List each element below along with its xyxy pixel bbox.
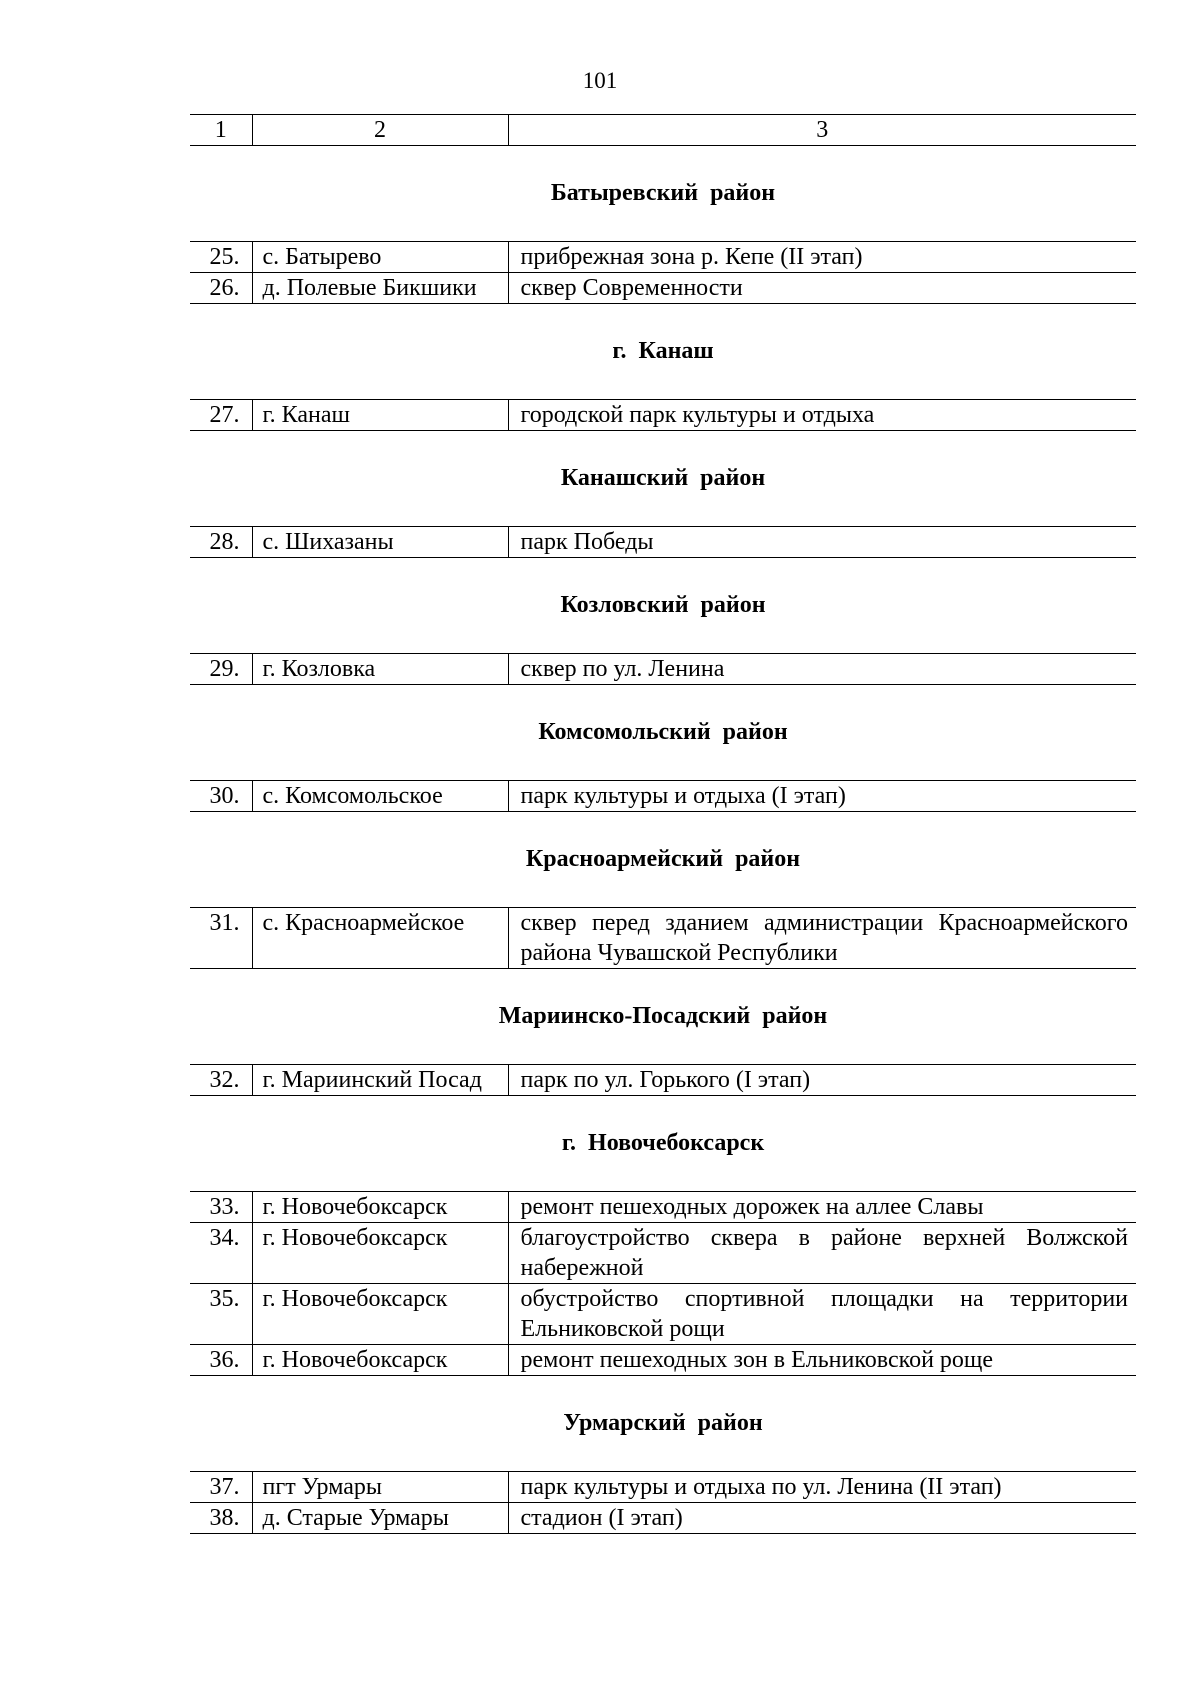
section-heading (190, 1096, 1136, 1191)
table-row (190, 273, 1136, 304)
column-header-table (190, 114, 1136, 146)
section-heading (190, 1376, 1136, 1471)
table-row (190, 654, 1136, 685)
table-row (190, 1472, 1136, 1503)
section-table (190, 907, 1136, 969)
row-number: 25. (190, 242, 252, 273)
row-number: 27. (190, 400, 252, 431)
row-object: парк культуры и отдыха (I этап) (508, 781, 1136, 812)
section-heading (190, 812, 1136, 907)
row-locality: г. Новочебоксарск (252, 1345, 508, 1376)
section-table (190, 1471, 1136, 1534)
section-title: Красноармейский район (525, 846, 801, 872)
row-object: сквер Современности (508, 273, 1136, 304)
row-object: парк культуры и отдыха по ул. Ленина (II этап) (508, 1472, 1136, 1503)
table-row (190, 1345, 1136, 1376)
row-number: 28. (190, 527, 252, 558)
row-number: 36. (190, 1345, 252, 1376)
row-locality: с. Шихазаны (252, 527, 508, 558)
section-title: г. Новочебоксарск (561, 1130, 765, 1156)
section-heading (190, 431, 1136, 526)
row-object: парк по ул. Горького (I этап) (508, 1065, 1136, 1096)
section-title: Комсомольский район (538, 719, 788, 745)
section-table (190, 780, 1136, 812)
table-row (190, 1223, 1136, 1284)
row-object: сквер по ул. Ленина (508, 654, 1136, 685)
row-object: парк Победы (508, 527, 1136, 558)
row-object: ремонт пешеходных дорожек на аллее Славы (508, 1192, 1136, 1223)
table-row (190, 908, 1136, 969)
column-number-3: 3 (508, 115, 1136, 146)
section-table (190, 1064, 1136, 1096)
table-row (190, 781, 1136, 812)
section-heading (190, 146, 1136, 241)
section-table (190, 653, 1136, 685)
row-number: 35. (190, 1284, 252, 1345)
row-object: обустройство спортивной площадки на территории Ельниковской рощи (508, 1284, 1136, 1345)
row-locality: г. Мариинский Посад (252, 1065, 508, 1096)
row-object: ремонт пешеходных зон в Ельниковской роще (508, 1345, 1136, 1376)
section-title: Батыревский район (550, 180, 776, 206)
section-title: Мариинско-Посадский район (498, 1003, 828, 1029)
section-title: Урмарский район (563, 1410, 763, 1436)
row-number: 26. (190, 273, 252, 304)
row-object: благоустройство сквера в районе верхней Волжской набережной (508, 1223, 1136, 1284)
row-number: 38. (190, 1503, 252, 1534)
table-row (190, 1284, 1136, 1345)
row-locality: г. Козловка (252, 654, 508, 685)
row-object: прибрежная зона р. Кепе (II этап) (508, 242, 1136, 273)
row-locality: с. Батырево (252, 242, 508, 273)
row-number: 29. (190, 654, 252, 685)
row-number: 31. (190, 908, 252, 969)
row-number: 37. (190, 1472, 252, 1503)
table-row (190, 1065, 1136, 1096)
section-title: Канашский район (560, 465, 766, 491)
section-title: Козловский район (560, 592, 766, 618)
section-heading (190, 558, 1136, 653)
row-locality: г. Канаш (252, 400, 508, 431)
row-locality: пгт Урмары (252, 1472, 508, 1503)
column-number-1: 1 (190, 115, 252, 146)
column-number-2: 2 (252, 115, 508, 146)
section-title: г. Канаш (612, 338, 714, 364)
row-number: 32. (190, 1065, 252, 1096)
row-locality: г. Новочебоксарск (252, 1284, 508, 1345)
row-locality: с. Красноармейское (252, 908, 508, 969)
row-object: сквер перед зданием администрации Красноармейского района Чувашской Республики (508, 908, 1136, 969)
section-table (190, 241, 1136, 304)
row-number: 33. (190, 1192, 252, 1223)
row-locality: с. Комсомольское (252, 781, 508, 812)
sections-container (190, 146, 1136, 1534)
section-table (190, 526, 1136, 558)
document-body (190, 114, 1136, 1534)
row-locality: д. Старые Урмары (252, 1503, 508, 1534)
section-table (190, 1191, 1136, 1376)
row-object: стадион (I этап) (508, 1503, 1136, 1534)
row-locality: г. Новочебоксарск (252, 1192, 508, 1223)
row-number: 30. (190, 781, 252, 812)
table-row (190, 400, 1136, 431)
section-heading (190, 685, 1136, 780)
table-row (190, 1503, 1136, 1534)
section-heading (190, 304, 1136, 399)
row-number: 34. (190, 1223, 252, 1284)
row-object: городской парк культуры и отдыха (508, 400, 1136, 431)
section-heading (190, 969, 1136, 1064)
table-row (190, 1192, 1136, 1223)
row-locality: д. Полевые Бикшики (252, 273, 508, 304)
table-row (190, 242, 1136, 273)
page-number: 101 (582, 68, 618, 93)
section-table (190, 399, 1136, 431)
table-row (190, 527, 1136, 558)
row-locality: г. Новочебоксарск (252, 1223, 508, 1284)
column-header-row (190, 115, 1136, 146)
